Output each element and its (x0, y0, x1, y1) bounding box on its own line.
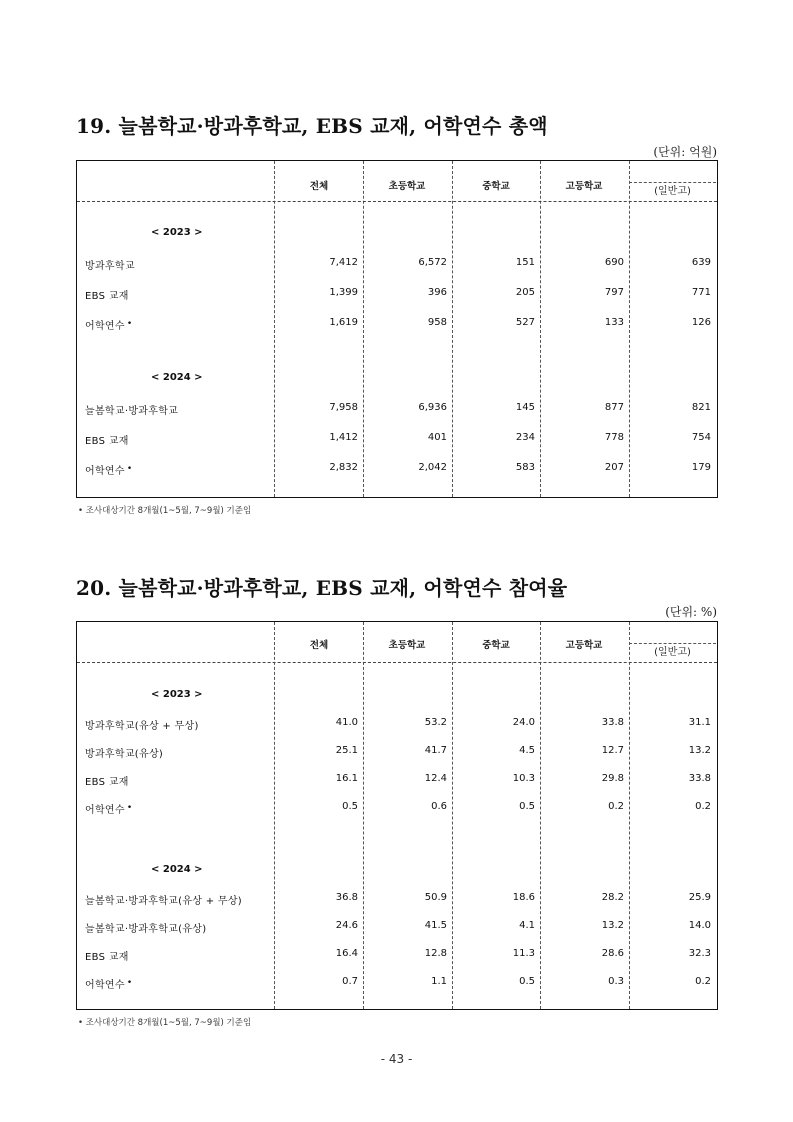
cell-total: 1,619 (329, 317, 358, 328)
cell-elementary: 12.8 (424, 948, 447, 959)
row-label: EBS 교재 (85, 952, 129, 963)
table-row (77, 462, 717, 478)
cell-middle: 583 (515, 462, 535, 473)
table-row (77, 920, 717, 936)
table-20 (76, 621, 718, 1010)
cell-total: 16.4 (335, 948, 358, 959)
col-header-elementary: 초등학교 (388, 640, 426, 651)
year-label-2023: < 2023 > (151, 227, 203, 238)
cell-total: 25.1 (335, 745, 358, 756)
cell-high: 0.2 (608, 801, 624, 812)
row-label: EBS 교재 (85, 777, 129, 788)
cell-high: 33.8 (601, 717, 624, 728)
cell-general: 0.2 (695, 976, 711, 987)
cell-high: 778 (604, 432, 624, 443)
row-label: 어학연수 • (85, 319, 133, 332)
table-row (77, 801, 717, 817)
cell-elementary: 41.5 (424, 920, 447, 931)
table-row (77, 745, 717, 761)
year-label-2024: < 2024 > (151, 372, 203, 383)
cell-total: 7,958 (329, 402, 358, 413)
table-row (77, 892, 717, 908)
cell-middle: 205 (515, 287, 535, 298)
row-label: 방과후학교(유상) (85, 749, 164, 760)
row-label: EBS 교재 (85, 291, 129, 302)
cell-elementary: 50.9 (424, 892, 447, 903)
cell-total: 24.6 (335, 920, 358, 931)
cell-general: 639 (691, 257, 711, 268)
cell-high: 28.2 (601, 892, 624, 903)
cell-general: 126 (691, 317, 711, 328)
col-header-total: 전체 (309, 640, 329, 651)
cell-high: 0.3 (608, 976, 624, 987)
row-label: EBS 교재 (85, 436, 129, 447)
cell-high: 690 (604, 257, 624, 268)
cell-elementary: 53.2 (424, 717, 447, 728)
cell-general: 31.1 (688, 717, 711, 728)
cell-general: 821 (691, 402, 711, 413)
col-header-middle: 중학교 (482, 181, 510, 192)
cell-middle: 145 (515, 402, 535, 413)
cell-general: 25.9 (688, 892, 711, 903)
cell-general: 771 (691, 287, 711, 298)
cell-elementary: 958 (427, 317, 447, 328)
cell-total: 2,832 (329, 462, 358, 473)
header-separator (77, 201, 717, 202)
section-20-unit: (단위: %) (665, 605, 717, 619)
cell-total: 0.7 (342, 976, 358, 987)
cell-total: 41.0 (335, 717, 358, 728)
col-header-elementary: 초등학교 (388, 181, 426, 192)
cell-general: 33.8 (688, 773, 711, 784)
cell-high: 133 (604, 317, 624, 328)
cell-middle: 0.5 (519, 801, 535, 812)
cell-high: 29.8 (601, 773, 624, 784)
cell-total: 1,412 (329, 432, 358, 443)
cell-elementary: 12.4 (424, 773, 447, 784)
header-separator (77, 662, 717, 663)
cell-high: 13.2 (601, 920, 624, 931)
cell-high: 207 (604, 462, 624, 473)
cell-high: 28.6 (601, 948, 624, 959)
cell-general: 754 (691, 432, 711, 443)
table-row (77, 717, 717, 733)
cell-middle: 151 (515, 257, 535, 268)
section-19-title: 19. 늘봄학교·방과후학교, EBS 교재, 어학연수 총액 (76, 114, 548, 138)
col-header-middle: 중학교 (482, 640, 510, 651)
table-row (77, 287, 717, 303)
cell-middle: 4.5 (519, 745, 535, 756)
section-19-unit: (단위: 억원) (653, 145, 717, 159)
row-label: 어학연수 • (85, 978, 133, 991)
cell-middle: 0.5 (519, 976, 535, 987)
cell-total: 7,412 (329, 257, 358, 268)
col-header-high: 고등학교 (565, 181, 603, 192)
table-row (77, 948, 717, 964)
col-header-general: (일반고) (629, 643, 716, 662)
row-label: 늘봄학교·방과후학교(유상 + 무상) (85, 896, 242, 907)
cell-general: 179 (691, 462, 711, 473)
row-label: 늘봄학교·방과후학교 (85, 406, 179, 417)
row-label: 방과후학교 (85, 261, 135, 272)
cell-elementary: 396 (427, 287, 447, 298)
cell-total: 0.5 (342, 801, 358, 812)
row-label: 방과후학교(유상 + 무상) (85, 721, 199, 732)
footnote-19: • 조사대상기간 8개월(1~5월, 7~9월) 기준임 (78, 506, 252, 516)
footnote-20: • 조사대상기간 8개월(1~5월, 7~9월) 기준임 (78, 1018, 252, 1028)
page-number: - 43 - (380, 1052, 413, 1066)
cell-middle: 18.6 (512, 892, 535, 903)
cell-elementary: 0.6 (431, 801, 447, 812)
cell-middle: 10.3 (512, 773, 535, 784)
cell-elementary: 41.7 (424, 745, 447, 756)
row-label: 어학연수 • (85, 803, 133, 816)
cell-middle: 527 (515, 317, 535, 328)
row-label: 늘봄학교·방과후학교(유상) (85, 924, 207, 935)
table-19 (76, 160, 718, 498)
table-row (77, 432, 717, 448)
cell-general: 32.3 (688, 948, 711, 959)
cell-total: 16.1 (335, 773, 358, 784)
cell-middle: 11.3 (512, 948, 535, 959)
cell-high: 797 (604, 287, 624, 298)
year-label-2023: < 2023 > (151, 689, 203, 700)
cell-high: 877 (604, 402, 624, 413)
table-row (77, 402, 717, 418)
cell-total: 36.8 (335, 892, 358, 903)
cell-middle: 234 (515, 432, 535, 443)
cell-general: 14.0 (688, 920, 711, 931)
table-row (77, 773, 717, 789)
cell-general: 13.2 (688, 745, 711, 756)
cell-elementary: 401 (427, 432, 447, 443)
table-row (77, 976, 717, 992)
cell-elementary: 6,936 (418, 402, 447, 413)
cell-total: 1,399 (329, 287, 358, 298)
table-row (77, 317, 717, 333)
cell-middle: 4.1 (519, 920, 535, 931)
cell-elementary: 6,572 (418, 257, 447, 268)
cell-high: 12.7 (601, 745, 624, 756)
cell-general: 0.2 (695, 801, 711, 812)
cell-middle: 24.0 (512, 717, 535, 728)
cell-elementary: 2,042 (418, 462, 447, 473)
col-header-total: 전체 (309, 181, 329, 192)
col-header-high: 고등학교 (565, 640, 603, 651)
col-header-general: (일반고) (629, 182, 716, 201)
cell-elementary: 1.1 (431, 976, 447, 987)
section-20-title: 20. 늘봄학교·방과후학교, EBS 교재, 어학연수 참여율 (76, 576, 568, 600)
table-row (77, 257, 717, 273)
row-label: 어학연수 • (85, 464, 133, 477)
year-label-2024: < 2024 > (151, 864, 203, 875)
